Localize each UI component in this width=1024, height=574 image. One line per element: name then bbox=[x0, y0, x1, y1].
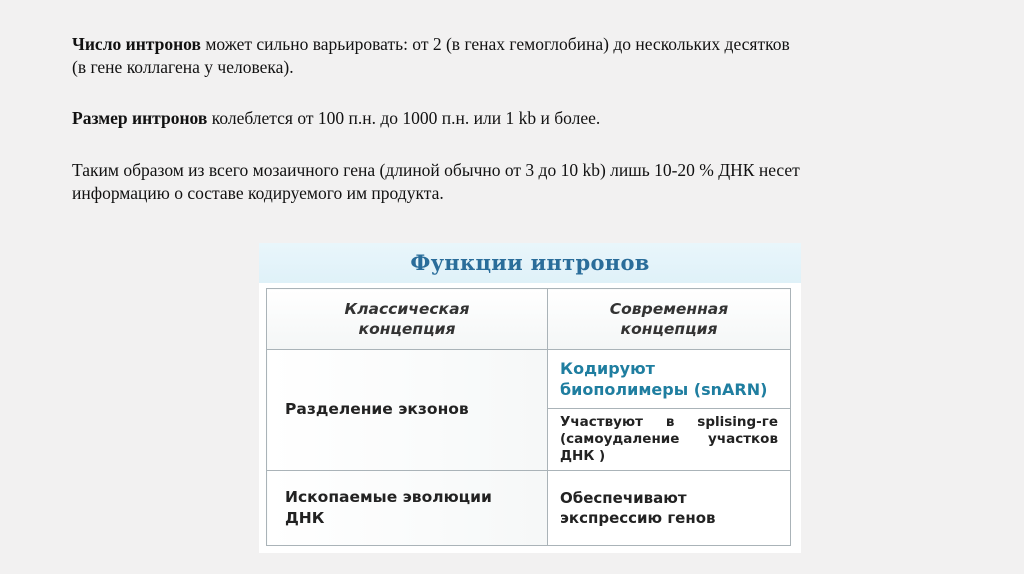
conclusion-line2: информацию о составе кодируемого им продукта. bbox=[72, 183, 444, 203]
figure-title: Функции интронов bbox=[259, 243, 801, 283]
paragraph-conclusion bbox=[72, 159, 972, 205]
table-row bbox=[267, 350, 791, 409]
splicing-line1: Участвуют в splising-ге bbox=[560, 414, 778, 431]
intron-count-text: может сильно варьировать: от 2 (в генах гемоглобина) до нескольких десятков bbox=[200, 34, 790, 54]
intron-size-term: Размер интронов bbox=[72, 108, 208, 128]
intron-functions-table bbox=[266, 288, 791, 546]
cell-encode-biopolymers: Кодируют биополимеры (snARN) bbox=[548, 350, 791, 409]
conclusion-line1: Таким образом из всего мозаичного гена (длиной обычно от 3 до 10 kb) лишь 10-20 % ДНК несет bbox=[72, 160, 800, 180]
cell-exon-separation: Разделение экзонов bbox=[267, 350, 548, 470]
splicing-line2: (самоудаление участков bbox=[560, 431, 778, 448]
intron-count-text-line2: (в гене коллагена у человека). bbox=[72, 57, 294, 77]
paragraph-intron-count bbox=[72, 33, 972, 79]
header-modern-concept: Современная концепция bbox=[548, 289, 791, 350]
intron-size-text: колеблется от 100 п.н. до 1000 п.н. или 1 kb и более. bbox=[207, 108, 601, 128]
cell-fossil-evolution: Ископаемые эволюции ДНК bbox=[267, 470, 548, 545]
splicing-line3: ДНК ) bbox=[560, 448, 606, 465]
cell-splicing bbox=[548, 409, 791, 470]
table-row bbox=[267, 470, 791, 545]
header-classic-concept: Классическая концепция bbox=[267, 289, 548, 350]
intron-functions-figure bbox=[259, 243, 801, 553]
table-header-row bbox=[267, 289, 791, 350]
cell-gene-expression: Обеспечивают экспрессию генов bbox=[548, 470, 791, 545]
paragraph-intron-size bbox=[72, 107, 972, 130]
intron-count-term: Число интронов bbox=[72, 34, 201, 54]
